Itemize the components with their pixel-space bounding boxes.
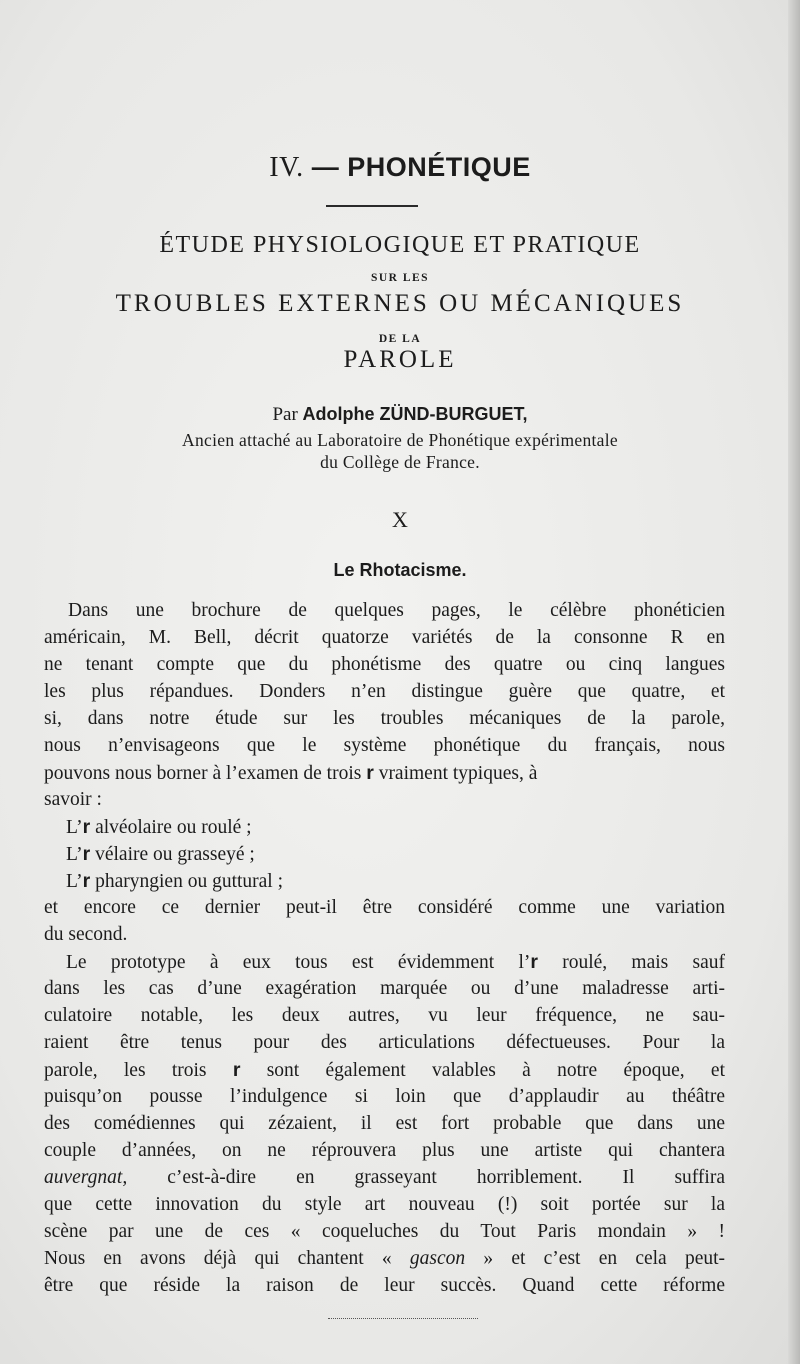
heading-line-4: DE LA xyxy=(378,333,422,345)
body-line: être que réside la raison de leur succès. Quand cette réforme xyxy=(44,1275,725,1296)
text-run: c’est-à-dire en grasseyant horriblement. Il suffira xyxy=(167,1167,725,1188)
text-run: » et c’est en cela peut- xyxy=(483,1248,726,1269)
body-line xyxy=(44,1165,725,1191)
italic-word: gascon xyxy=(409,1248,466,1269)
list-item xyxy=(66,841,255,868)
body-line: les plus répandues. Donders n’en distingue guère que quatre, et xyxy=(44,681,725,702)
heading-line-2: SUR LES xyxy=(370,272,430,284)
body-line: dans les cas d’une exagération marquée ou d’une maladresse arti- xyxy=(44,978,725,999)
text-run: Le prototype à eux tous est évidemment l’ xyxy=(66,952,531,973)
list-item xyxy=(66,814,252,841)
body-line: savoir : xyxy=(44,789,102,810)
r-letter: r xyxy=(82,816,91,838)
author-affiliation-2: du Collège de France. xyxy=(320,452,480,472)
body-line: scène par une de ces « coqueluches du Tout Paris mondain » ! xyxy=(44,1221,725,1242)
body-line: Dans une brochure de quelques pages, le célèbre phonéticien xyxy=(68,600,725,621)
body-line: si, dans notre étude sur les troubles mécaniques de la parole, xyxy=(44,708,725,729)
body-line xyxy=(66,949,725,976)
text-run: pouvons nous borner à l’examen de trois xyxy=(44,763,362,784)
text-run: parole, les trois xyxy=(44,1060,207,1081)
section-name: PHONÉTIQUE xyxy=(347,152,531,182)
body-line: couple d’années, on ne réprouvera plus une artiste qui chantera xyxy=(44,1140,725,1161)
body-line xyxy=(44,1057,725,1084)
body-line: des comédiennes qui zézaient, il est fort probable que dans une xyxy=(44,1113,725,1134)
chapter-title: Le Rhotacisme. xyxy=(333,560,467,580)
body-line: raient être tenus pour des articulations défectueuses. Pour la xyxy=(44,1032,725,1053)
body-line: du second. xyxy=(44,924,128,945)
italic-word: auvergnat, xyxy=(44,1167,128,1188)
text-run: L’ xyxy=(66,817,83,838)
r-letter: r xyxy=(82,870,91,892)
heading-line-3: TROUBLES EXTERNES OU MÉCANIQUES xyxy=(115,290,685,317)
heading-line-1: ÉTUDE PHYSIOLOGIQUE ET PRATIQUE xyxy=(159,232,641,258)
r-letter: r xyxy=(82,843,91,865)
author-prefix: Par xyxy=(272,404,298,425)
author-name: Adolphe ZÜND-BURGUET, xyxy=(302,404,528,424)
section-number: IV. xyxy=(269,152,304,183)
text-run: sont également valables à notre époque, et xyxy=(266,1060,725,1081)
heading-line-5: PAROLE xyxy=(343,346,457,373)
text-run: L’ xyxy=(66,871,83,892)
r-letter: r xyxy=(366,762,374,784)
body-line: américain, M. Bell, décrit quatorze variétés de la consonne R en xyxy=(44,627,725,648)
chapter-number: X xyxy=(392,507,408,532)
text-run: pharyngien ou guttural ; xyxy=(95,871,284,892)
section-title xyxy=(0,152,800,184)
body-line: ne tenant compte que du phonétisme des quatre ou cinq langues xyxy=(44,654,725,675)
body-line: nous n’envisageons que le système phonétique du français, nous xyxy=(44,735,725,756)
page-edge-shadow xyxy=(788,0,800,1364)
text-run: alvéolaire ou roulé ; xyxy=(95,817,252,838)
section-dash: — xyxy=(311,152,340,182)
body-line xyxy=(44,1246,725,1272)
body-line xyxy=(44,760,537,787)
text-run: roulé, mais sauf xyxy=(562,952,726,973)
title-rule xyxy=(326,205,418,207)
text-run: vraiment typiques, à xyxy=(378,763,538,784)
body-line: et encore ce dernier peut-il être considéré comme une variation xyxy=(44,897,725,918)
footer-rule xyxy=(328,1318,478,1320)
body-line: que cette innovation du style art nouveau (!) soit portée sur la xyxy=(44,1194,725,1215)
text-run: vélaire ou grasseyé ; xyxy=(95,844,255,865)
body-line: puisqu’on pousse l’indulgence si loin que d’applaudir au théâtre xyxy=(44,1086,725,1107)
r-letter: r xyxy=(232,1059,241,1081)
author-line xyxy=(0,404,800,426)
author-affiliation-1: Ancien attaché au Laboratoire de Phonétique expérimentale xyxy=(182,430,618,450)
r-letter: r xyxy=(530,951,538,973)
list-item xyxy=(66,868,283,895)
text-run: L’ xyxy=(66,844,83,865)
text-run: Nous en avons déjà qui chantent « xyxy=(44,1248,392,1269)
body-line: culatoire notable, les deux autres, vu leur fréquence, ne sau- xyxy=(44,1005,725,1026)
